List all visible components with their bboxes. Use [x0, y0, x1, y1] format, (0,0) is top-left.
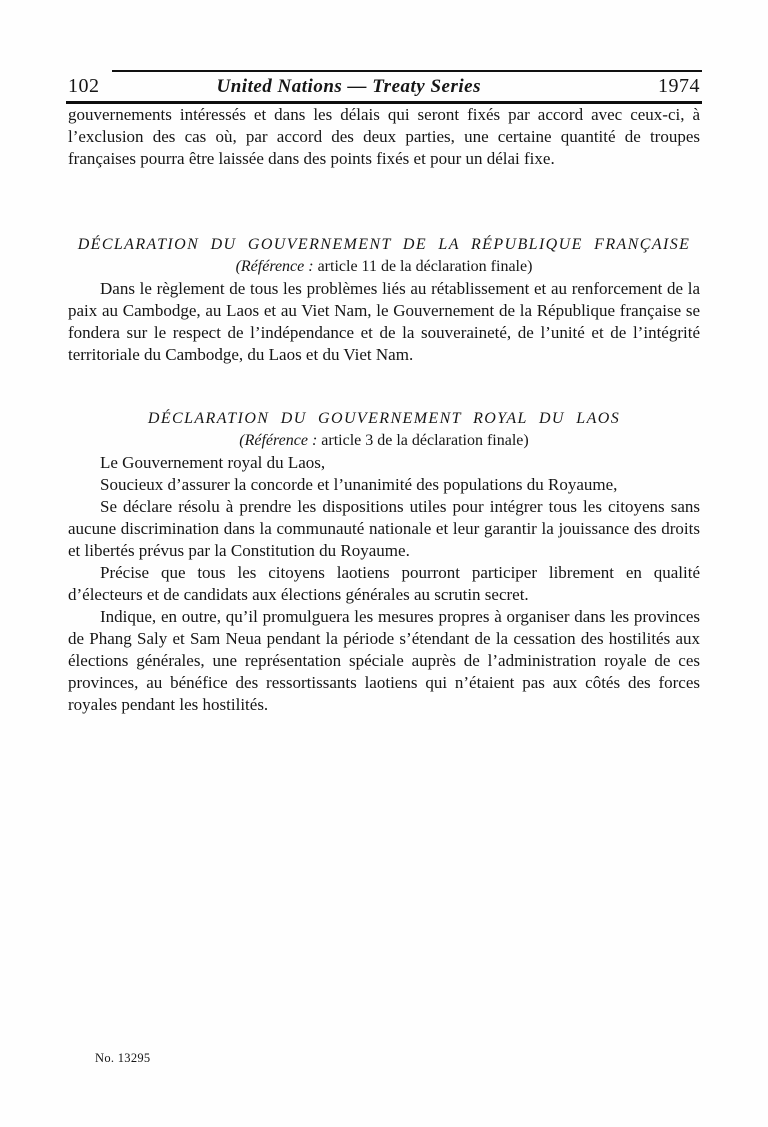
paragraph-laos-intro-line1: Le Gouvernement royal du Laos, — [100, 453, 326, 472]
treaty-number: No. 13295 — [95, 1051, 151, 1065]
reference-text: article 11 de la déclaration finale) — [313, 258, 533, 275]
reference-label: (Référence : — [239, 432, 318, 449]
header-top-rule — [112, 70, 702, 72]
page-body — [68, 104, 700, 716]
page-number: 102 — [68, 75, 100, 97]
paragraph-laos-declare: Se déclare résolu à prendre les dispositions utiles pour intégrer tous les citoyens sans aucune discrimination dans la communauté nationale et leur garantir la jouissance des droits et libertés prévus par la Constitution du Royaume. — [68, 497, 700, 560]
paragraph-france: Dans le règlement de tous les problèmes liés au rétablissement et au renforcement de la paix au Cambodge, au Laos et au Viet Nam, le Gouvernement de la République française se fondera sur le respect de l’indépendance et de la souveraineté, de l’unité et de l’intégrité territoriale du Cambodge, du Laos et du Viet Nam. — [68, 279, 700, 364]
paragraph-laos-intro-line2: Soucieux d’assurer la concorde et l’unanimité des populations du Royaume, — [100, 475, 618, 494]
declaration-france-title: DÉCLARATION DU GOUVERNEMENT DE LA RÉPUBLIQUE FRANÇAISE — [77, 236, 691, 253]
paragraph-continuation: gouvernements intéressés et dans les délais qui seront fixés par accord avec ceux-ci, à l’exclusion des cas où, par accord des deux parties, une certaine quantité de troupes françaises pourra être laissée dans des points fixés et pour un délai fixe. — [68, 105, 700, 168]
section-heading-laos — [68, 408, 700, 452]
declaration-laos-title: DÉCLARATION DU GOUVERNEMENT ROYAL DU LAOS — [147, 410, 621, 427]
reference-text: article 3 de la déclaration finale) — [317, 432, 529, 449]
page-header — [66, 70, 702, 104]
header-title: United Nations — Treaty Series — [216, 76, 481, 97]
header-year: 1974 — [658, 75, 700, 97]
paragraph-laos-precise: Précise que tous les citoyens laotiens pourront participer librement en qualité d’électeurs et de candidats aux élections générales au scrutin secret. — [68, 563, 700, 604]
reference-label: (Référence : — [235, 258, 314, 275]
declaration-france-reference — [68, 256, 700, 278]
page-footer — [95, 1051, 150, 1066]
section-heading-france — [68, 234, 700, 278]
paragraph-laos-indique: Indique, en outre, qu’il promulguera les mesures propres à organiser dans les provinces de Phang Saly et Sam Neua pendant la période s’étendant de la cessation des hostilités aux élections générales, une représentation spéciale auprès de l’administration royale de ces provinces, au bénéfice des ressortissants laotiens qui n’étaient pas aux côtés des forces royales pendant les hostilités. — [68, 607, 700, 714]
header-row — [66, 74, 702, 99]
declaration-laos-reference — [68, 430, 700, 452]
